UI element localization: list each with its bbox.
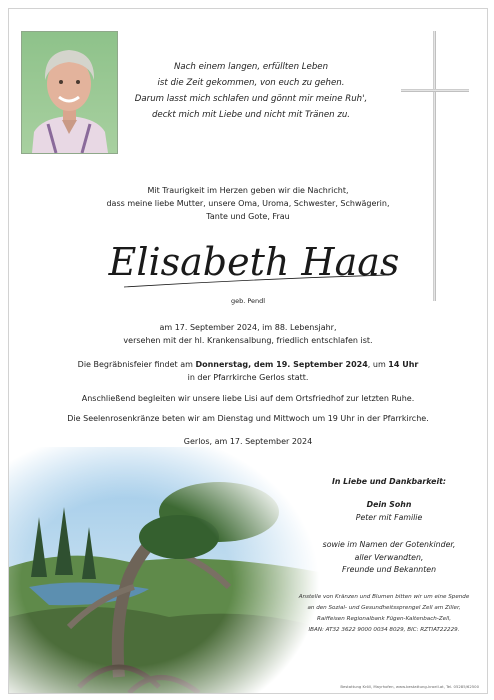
intro-line: Tante und Gote, Frau — [206, 212, 290, 221]
obituary-card — [8, 8, 488, 694]
poem-line: deckt mich mit Liebe und nicht mit Tränen zu. — [151, 110, 351, 120]
place-date: Gerlos, am 17. September 2024 — [183, 437, 313, 446]
mourners-others — [309, 539, 469, 577]
announcement-intro — [9, 184, 487, 223]
donation-line: an den Sozial- und Gesundheitssprengel Zell am Ziller, — [307, 605, 461, 611]
funeral-location: in der Pfarrkirche Gerlos statt. — [187, 373, 309, 382]
donation-line: Raiffeisen Regionalbank Fügen-Kaltenbach-Zell, — [316, 616, 451, 622]
mourners-line: Freunde und Bekannten — [341, 565, 437, 574]
footer-credit: Bestattung Kröll, Mayrhofen, www.bestattung-kroell.at, Tel. 05285/62500 — [340, 684, 479, 689]
cross-vertical — [433, 31, 436, 301]
birth-name: geb. Pendl — [230, 297, 266, 305]
funeral-line — [9, 358, 487, 371]
deceased-name — [104, 231, 404, 293]
rosary-info: Die Seelenrosenkränze beten wir am Dienstag und Mittwoch um 19 Uhr in der Pfarrkirche. — [67, 414, 429, 423]
mourners-heading: In Liebe und Dankbarkeit: — [332, 477, 446, 486]
son-family: Peter mit Familie — [355, 512, 423, 522]
poem-line: ist die Zeit gekommen, von euch zu gehen. — [157, 78, 345, 88]
death-line: versehen mit der hl. Krankensalbung, friedlich entschlafen ist. — [123, 336, 373, 345]
landscape-tree-image — [9, 447, 319, 693]
donation-line: IBAN: AT32 3622 9000 0034 8029, BIC: RZTIAT22229. — [308, 627, 460, 633]
funeral-date: Donnerstag, dem 19. September 2024 — [195, 360, 368, 369]
funeral-pre: Die Begräbnisfeier findet am — [77, 360, 196, 369]
funeral-time: 14 Uhr — [388, 360, 419, 369]
funeral-mid: , um — [367, 360, 389, 369]
mourners-line: aller Verwandten, — [354, 552, 424, 562]
poem-line: Nach einem langen, erfüllten Leben — [173, 62, 329, 72]
intro-line: dass meine liebe Mutter, unsere Oma, Uroma, Schwester, Schwägerin, — [106, 199, 390, 208]
cemetery-info: Anschließend begleiten wir unsere liebe Lisi auf dem Ortsfriedhof zur letzten Ruhe. — [81, 394, 415, 403]
funeral-info — [9, 358, 487, 384]
donation-line: Anstelle von Kränzen und Blumen bitten wir um eine Spende — [298, 594, 470, 600]
intro-line: Mit Traurigkeit im Herzen geben wir die Nachricht, — [147, 186, 349, 195]
deceased-name-text: Elisabeth Haas — [108, 240, 400, 284]
donation-note — [289, 592, 479, 636]
death-info — [9, 321, 487, 347]
mourners-line: sowie im Namen der Gotenkinder, — [322, 540, 456, 549]
poem-line: Darum lasst mich schlafen und gönnt mir meine Ruh', — [134, 94, 368, 104]
mourners-son — [309, 499, 469, 524]
poem — [69, 59, 433, 123]
death-line: am 17. September 2024, im 88. Lebensjahr, — [159, 323, 337, 332]
son-label: Dein Sohn — [366, 500, 412, 509]
